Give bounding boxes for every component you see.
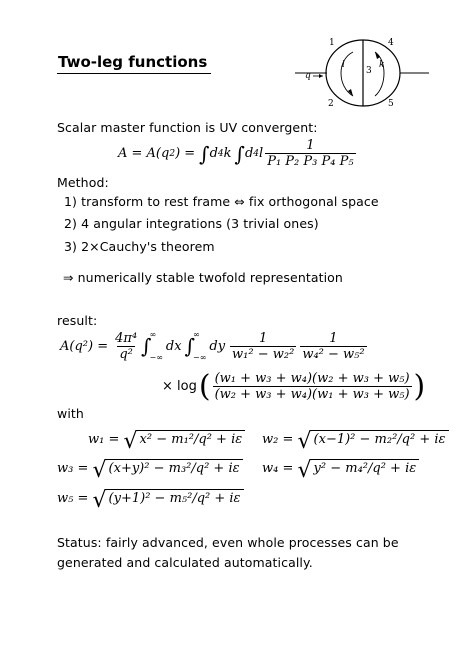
result-log-term: × log ( $\frac{\text{(w₁ + w₃ + w₄)(w₂ + w₃ + w₅)}}{\text{(w₂ + w₃ + w₄)(w₁ + w₃ + w₅)}}$ ): [162, 369, 426, 404]
method-label: Method:: [57, 175, 109, 190]
result-formula: A(q²) = $\frac{\text{4π⁴}}{\text{q²}}$ ∫ ∞ −∞ dx ∫ ∞ −∞ dy $\frac{1}{\text{w₁² − w₂²}}$ $\frac{1}{\text{w₄² − w₅²}}$: [60, 330, 365, 362]
status-line-1: Status: fairly advanced, even whole processes can be: [57, 535, 399, 550]
loop-label-k: k: [379, 60, 385, 70]
node-label-1: 1: [329, 38, 335, 48]
node-label-2: 2: [328, 99, 334, 109]
loop-arrow-l: [341, 52, 353, 96]
w3-definition: w₃ = √ (x+y)² − m₃²/q² + iε: [57, 458, 243, 483]
node-label-5: 5: [388, 99, 394, 109]
momentum-label: q: [305, 71, 311, 81]
method-step-3: 3) 2×Cauchy's theorem: [64, 239, 215, 254]
conclusion: ⇒ numerically stable twofold representation: [63, 270, 343, 285]
w5-definition: w₅ = √ (y+1)² − m₅²/q² + iε: [57, 488, 244, 513]
with-label: with: [57, 406, 84, 421]
title-underline: [57, 73, 211, 74]
method-step-2: 2) 4 angular integrations (3 trivial ones): [64, 216, 319, 231]
node-label-3: 3: [366, 66, 372, 76]
node-label-4: 4: [388, 38, 394, 48]
master-formula: A = A(q 2 ) = ∫ d 4 k ∫ d 4 l $\frac{1}{\text{P₁ P₂ P₃ P₄ P₅}}$: [118, 138, 354, 169]
w4-definition: w₄ = √ y² − m₄²/q² + iε: [262, 458, 419, 483]
loop-arrow-k: [375, 52, 384, 96]
status-line-2: generated and calculated automatically.: [57, 555, 313, 570]
w1-definition: w₁ = √ x² − m₁²/q² + iε: [88, 429, 245, 454]
page-title: Two-leg functions: [58, 53, 208, 71]
loop-label-l: l: [342, 60, 345, 70]
intro-text: Scalar master function is UV convergent:: [57, 120, 318, 135]
feynman-diagram: [295, 32, 430, 112]
method-step-1: 1) transform to rest frame ⇔ fix orthogonal space: [64, 194, 379, 209]
result-label: result:: [57, 313, 98, 328]
w2-definition: w₂ = √ (x−1)² − m₂²/q² + iε: [262, 429, 449, 454]
